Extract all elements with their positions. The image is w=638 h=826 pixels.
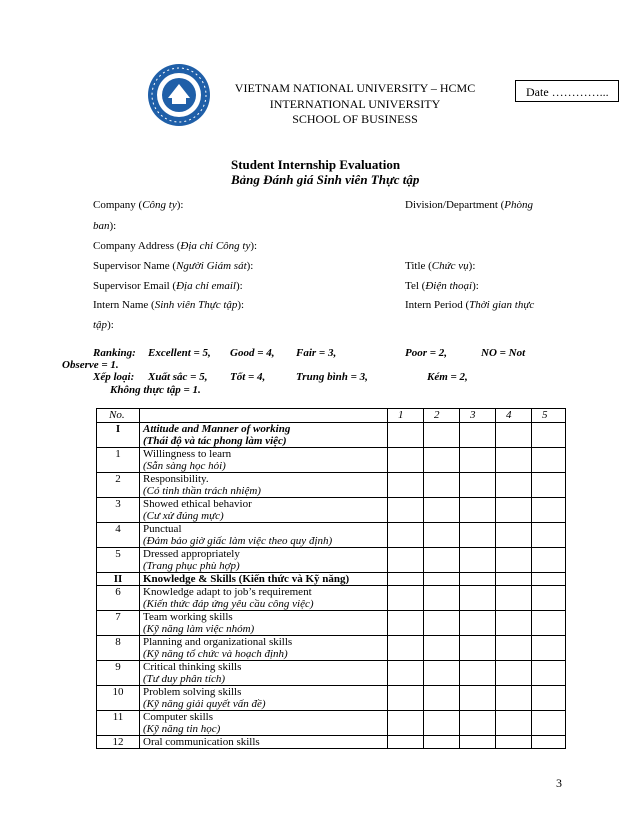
table-row <box>97 661 566 686</box>
score-cell-5[interactable] <box>532 611 566 636</box>
criterion-en: Dressed appropriately <box>143 548 240 560</box>
criterion-en: Punctual <box>143 523 182 535</box>
criterion-en: Planning and organizational skills <box>143 636 293 648</box>
score-cell-1 <box>388 573 424 586</box>
label-end: ): <box>237 299 245 311</box>
score-cell-4[interactable] <box>496 636 532 661</box>
page-number: 3 <box>556 776 562 790</box>
address-label: Company Address ( <box>93 240 181 252</box>
header-score-2: 2 <box>424 409 460 423</box>
score-cell-2[interactable] <box>424 636 460 661</box>
ranking-excellent-vi: Xuất sắc = 5, <box>148 371 208 383</box>
score-cell-1[interactable] <box>388 611 424 636</box>
address-label-vi: Địa chỉ Công ty <box>180 240 251 252</box>
criterion-en: Knowledge adapt to job’s requirement <box>143 586 312 598</box>
score-cell-5[interactable] <box>532 498 566 523</box>
title-label: Title ( <box>405 260 432 272</box>
label-end: ): <box>109 220 117 232</box>
score-cell-2[interactable] <box>424 548 460 573</box>
label-end: ): <box>250 240 258 252</box>
table-row <box>97 473 566 498</box>
score-cell-4[interactable] <box>496 523 532 548</box>
row-number: I <box>97 423 140 448</box>
company-label: Company ( <box>93 199 143 211</box>
criterion-vi: (Cư xử đúng mực) <box>143 510 224 522</box>
criterion-en: Willingness to learn <box>143 448 232 460</box>
criterion-vi: (Kỹ năng giải quyết vấn đề) <box>143 698 266 710</box>
criterion-vi: (Đảm bảo giờ giấc làm việc theo quy định) <box>143 535 333 547</box>
score-cell-2 <box>424 423 460 448</box>
criterion-en: Attitude and Manner of working <box>143 423 291 435</box>
intern-period-field[interactable] <box>405 299 534 311</box>
score-cell-5[interactable] <box>532 711 566 736</box>
label-end: ): <box>107 319 114 331</box>
division-field[interactable] <box>405 199 533 211</box>
ranking-excellent: Excellent = 5, <box>148 347 211 359</box>
criterion-cell <box>140 448 388 473</box>
score-cell-4[interactable] <box>496 498 532 523</box>
division-label-vi-2: ban <box>93 220 110 232</box>
score-cell-4[interactable] <box>496 473 532 498</box>
score-cell-4 <box>496 423 532 448</box>
criterion-cell <box>140 548 388 573</box>
intern-name-label: Intern Name ( <box>93 299 155 311</box>
intern-period-label: Intern Period ( <box>405 299 470 311</box>
criterion-vi: (Thái độ và tác phong làm việc) <box>143 435 287 447</box>
title-label-vi: Chức vụ <box>431 260 469 272</box>
criterion-vi: (Kỹ năng làm việc nhóm) <box>143 623 255 635</box>
tel-label-vi: Điện thoại <box>425 280 473 292</box>
school-name: SCHOOL OF BUSINESS <box>292 112 418 126</box>
score-cell-2[interactable] <box>424 661 460 686</box>
criterion-en: Knowledge & Skills (Kiến thức và Kỹ năng) <box>143 573 350 585</box>
label-end: ): <box>472 280 479 292</box>
criterion-en: Responsibility. <box>143 473 209 485</box>
table-row <box>97 686 566 711</box>
criterion-vi: (Sẵn sàng học hỏi) <box>143 460 226 472</box>
section-row <box>97 573 566 586</box>
division-label-vi: Phòng <box>504 199 534 211</box>
table-row <box>97 498 566 523</box>
criterion-cell <box>140 523 388 548</box>
header-score-1: 1 <box>388 409 424 423</box>
score-cell-4[interactable] <box>496 661 532 686</box>
institution-name: INTERNATIONAL UNIVERSITY <box>269 97 441 111</box>
form-title-vi: Bảng Đánh giá Sinh viên Thực tập <box>231 172 420 187</box>
score-cell-1[interactable] <box>388 586 424 611</box>
score-cell-2[interactable] <box>424 711 460 736</box>
score-cell-5[interactable] <box>532 548 566 573</box>
criterion-cell <box>140 423 388 448</box>
score-cell-5[interactable] <box>532 586 566 611</box>
score-cell-3[interactable] <box>460 611 496 636</box>
score-cell-2[interactable] <box>424 611 460 636</box>
table-row <box>97 448 566 473</box>
supervisor-email-label-vi: Địa chỉ email <box>176 280 236 292</box>
score-cell-3 <box>460 573 496 586</box>
division-field-cont <box>93 220 116 232</box>
row-number: 4 <box>97 523 140 548</box>
university-name: VIETNAM NATIONAL UNIVERSITY – HCMC <box>234 81 476 95</box>
table-row <box>97 711 566 736</box>
ranking-no-vi: Không thực tập = 1. <box>110 384 201 396</box>
row-number: 2 <box>97 473 140 498</box>
score-cell-1[interactable] <box>388 636 424 661</box>
tel-field[interactable] <box>405 280 479 292</box>
criterion-en: Team working skills <box>143 611 233 623</box>
table-row <box>97 736 566 749</box>
row-number: II <box>97 573 140 586</box>
row-number: 10 <box>97 686 140 711</box>
ranking-good: Good = 4, <box>230 347 275 359</box>
score-cell-1[interactable] <box>388 711 424 736</box>
title-field[interactable] <box>405 260 475 272</box>
row-number: 8 <box>97 636 140 661</box>
score-cell-3[interactable] <box>460 686 496 711</box>
row-number: 5 <box>97 548 140 573</box>
score-cell-4[interactable] <box>496 686 532 711</box>
table-header-row <box>97 409 566 423</box>
score-cell-3[interactable] <box>460 448 496 473</box>
table-row <box>97 548 566 573</box>
ranking-fair-vi: Trung bình = 3, <box>296 371 368 383</box>
score-cell-1[interactable] <box>388 548 424 573</box>
score-cell-3[interactable] <box>460 636 496 661</box>
criterion-cell <box>140 686 388 711</box>
criterion-cell <box>140 473 388 498</box>
division-label: Division/Department ( <box>405 199 505 211</box>
criterion-vi: (Kỹ năng tổ chức và hoạch định) <box>143 648 288 660</box>
score-cell-2[interactable] <box>424 498 460 523</box>
criterion-cell <box>140 586 388 611</box>
company-field[interactable] <box>93 199 183 211</box>
header-score-5: 5 <box>532 409 566 423</box>
score-cell-3[interactable] <box>460 586 496 611</box>
tel-label: Tel ( <box>405 280 426 292</box>
score-cell-2[interactable] <box>424 686 460 711</box>
score-cell-3 <box>460 423 496 448</box>
ranking-label-vi: Xếp loại: <box>93 371 135 383</box>
score-cell-4[interactable] <box>496 611 532 636</box>
score-cell-2[interactable] <box>424 586 460 611</box>
score-cell-3[interactable] <box>460 498 496 523</box>
company-label-vi: Công ty <box>142 199 177 211</box>
row-number: 6 <box>97 586 140 611</box>
intern-period-label-vi-2: tập <box>93 319 108 331</box>
score-cell-3[interactable] <box>460 711 496 736</box>
score-cell-4 <box>496 573 532 586</box>
criterion-cell <box>140 611 388 636</box>
score-cell-2[interactable] <box>424 448 460 473</box>
score-cell-1[interactable] <box>388 661 424 686</box>
row-number: 3 <box>97 498 140 523</box>
ranking-observe: Observe = 1. <box>62 359 119 371</box>
intern-name-label-vi: Sinh viên Thực tập <box>154 299 238 311</box>
row-number: 9 <box>97 661 140 686</box>
intern-name-field[interactable] <box>93 299 244 311</box>
header-score-3: 3 <box>460 409 496 423</box>
score-cell-4[interactable] <box>496 711 532 736</box>
criterion-vi: (Kiến thức đáp ứng yêu cầu công việc) <box>143 598 314 610</box>
score-cell-5[interactable] <box>532 736 566 749</box>
date-field[interactable]: Date …………... <box>515 80 619 102</box>
score-cell-1[interactable] <box>388 498 424 523</box>
header-score-4: 4 <box>496 409 532 423</box>
criterion-vi: (Trang phục phù hợp) <box>143 560 240 572</box>
supervisor-name-label: Supervisor Name ( <box>93 260 177 272</box>
criterion-en: Oral communication skills <box>143 736 260 748</box>
label-end: ): <box>176 199 184 211</box>
section-row <box>97 423 566 448</box>
score-cell-1[interactable] <box>388 523 424 548</box>
score-cell-1[interactable] <box>388 448 424 473</box>
score-cell-5[interactable] <box>532 661 566 686</box>
criterion-en: Problem solving skills <box>143 686 242 698</box>
criterion-cell <box>140 661 388 686</box>
company-address-field[interactable] <box>93 240 257 252</box>
ranking-label: Ranking: <box>93 347 136 359</box>
score-cell-5[interactable] <box>532 473 566 498</box>
score-cell-4[interactable] <box>496 548 532 573</box>
score-cell-2 <box>424 573 460 586</box>
score-cell-3[interactable] <box>460 523 496 548</box>
score-cell-4[interactable] <box>496 736 532 749</box>
score-cell-4[interactable] <box>496 448 532 473</box>
score-cell-5 <box>532 573 566 586</box>
table-row <box>97 636 566 661</box>
supervisor-email-label: Supervisor Email ( <box>93 280 177 292</box>
row-number: 12 <box>97 736 140 749</box>
criterion-cell <box>140 711 388 736</box>
score-cell-1[interactable] <box>388 736 424 749</box>
score-cell-2[interactable] <box>424 523 460 548</box>
label-end: ): <box>468 260 476 272</box>
ranking-fair: Fair = 3, <box>296 347 337 359</box>
ranking-not-observed: NO = Not <box>481 347 526 359</box>
score-cell-1[interactable] <box>388 473 424 498</box>
score-cell-2[interactable] <box>424 736 460 749</box>
form-title: Student Internship Evaluation <box>231 157 401 172</box>
label-end: ): <box>246 260 254 272</box>
score-cell-1[interactable] <box>388 686 424 711</box>
criterion-vi: (Kỹ năng tin học) <box>143 723 221 735</box>
score-cell-5 <box>532 423 566 448</box>
ranking-good-vi: Tốt = 4, <box>230 371 266 383</box>
score-cell-3[interactable] <box>460 548 496 573</box>
score-cell-5[interactable] <box>532 448 566 473</box>
supervisor-email-field[interactable] <box>93 280 243 292</box>
label-end: ): <box>236 280 243 292</box>
score-cell-5[interactable] <box>532 686 566 711</box>
table-row <box>97 523 566 548</box>
score-cell-3[interactable] <box>460 473 496 498</box>
score-cell-3[interactable] <box>460 661 496 686</box>
supervisor-name-field[interactable] <box>93 260 253 272</box>
score-cell-5[interactable] <box>532 523 566 548</box>
supervisor-name-label-vi: Người Giám sát <box>176 260 247 272</box>
row-number: 1 <box>97 448 140 473</box>
row-number: 7 <box>97 611 140 636</box>
table-row <box>97 611 566 636</box>
header-criteria <box>140 409 388 423</box>
criterion-vi: (Tư duy phân tích) <box>143 673 226 685</box>
row-number: 11 <box>97 711 140 736</box>
table-row <box>97 586 566 611</box>
score-cell-2[interactable] <box>424 473 460 498</box>
criterion-en: Computer skills <box>143 711 213 723</box>
score-cell-1 <box>388 423 424 448</box>
header-no: No. <box>97 409 140 423</box>
criterion-en: Critical thinking skills <box>143 661 242 673</box>
criterion-cell <box>140 736 388 749</box>
intern-period-field-cont <box>93 319 114 331</box>
score-cell-3[interactable] <box>460 736 496 749</box>
criterion-cell <box>140 498 388 523</box>
score-cell-4[interactable] <box>496 586 532 611</box>
intern-period-label-vi: Thời gian thực <box>469 299 535 311</box>
evaluation-table <box>96 408 566 749</box>
criterion-vi: (Có tinh thần trách nhiệm) <box>143 485 261 497</box>
criterion-cell <box>140 636 388 661</box>
ranking-poor: Poor = 2, <box>405 347 448 359</box>
ranking-poor-vi: Kém = 2, <box>427 371 468 383</box>
criterion-cell <box>140 573 388 586</box>
score-cell-5[interactable] <box>532 636 566 661</box>
criterion-en: Showed ethical behavior <box>143 498 252 510</box>
